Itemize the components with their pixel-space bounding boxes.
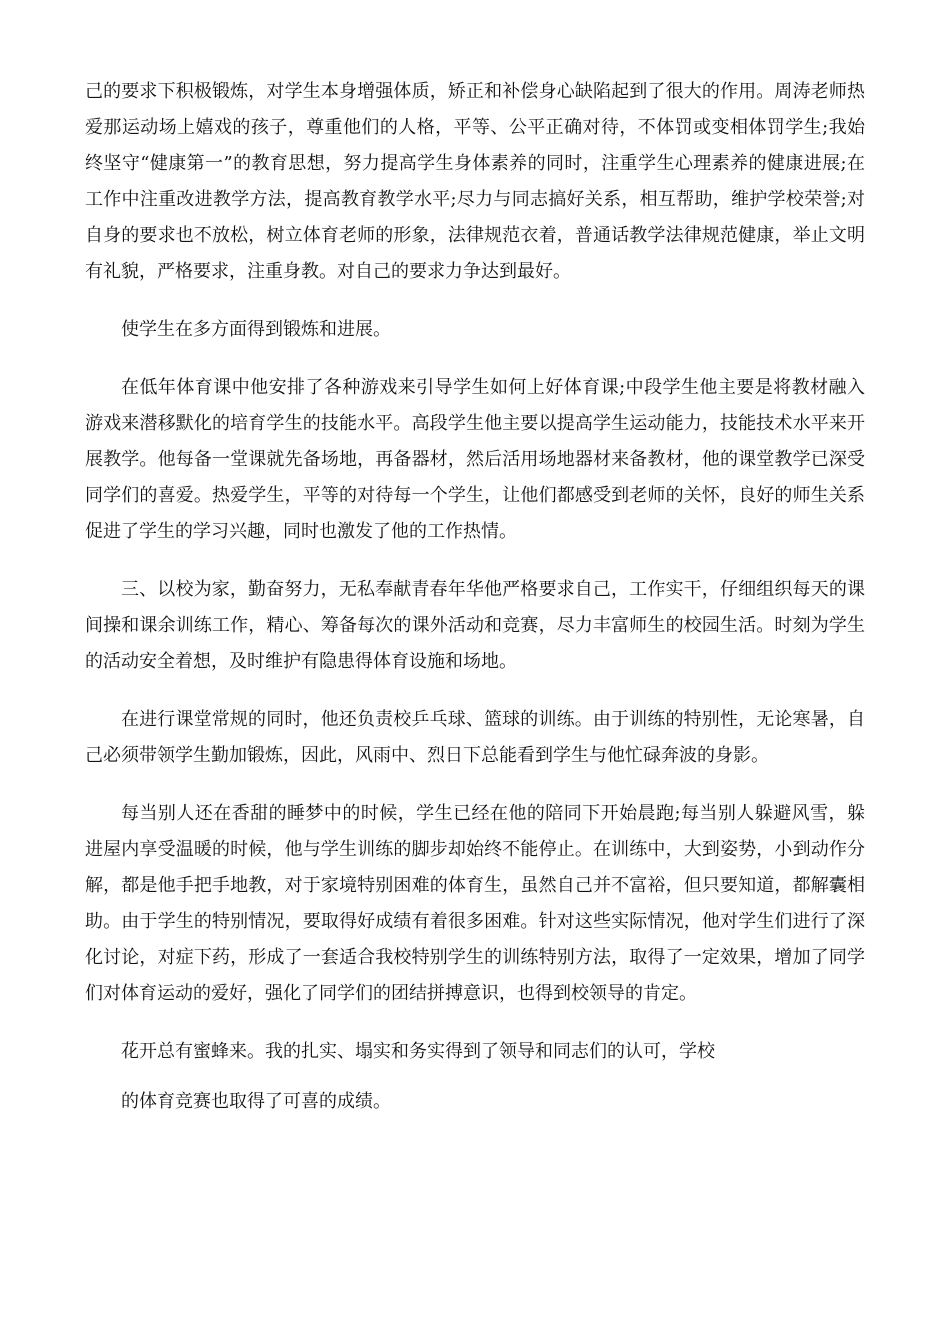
paragraph-1: 己的要求下积极锻炼，对学生本身增强体质，矫正和补偿身心缺陷起到了很大的作用。周涛老师热爱那运动场上嬉戏的孩子，尊重他们的人格，平等、公平正确对待，不体罚或变相体罚学生;我始终坚守“健康第一”的教育思想，努力提高学生身体素养的同时，注重学生心理素养的健康进展;在工作中注重改进教学方法，提高教育教学水平;尽力与同志搞好关系，相互帮助，维护学校荣誉;对自身的要求也不放松，树立体育老师的形象，法律规范衣着，普通话教学法律规范健康，举止文明有礼貌，严格要求，注重身教。对自己的要求力争达到最好。 (85, 81, 865, 282)
document-page (85, 74, 865, 1142)
paragraph-3: 在低年体育课中他安排了各种游戏来引导学生如何上好体育课;中段学生他主要是将教材融入游戏来潜移默化的培育学生的技能水平。高段学生他主要以提高学生运动能力，技能技术水平来开展教学。他每备一堂课就先备场地，再备器材，然后活用场地器材来备教材，他的课堂教学已深受同学们的喜爱。热爱学生，平等的对待每一个学生，让他们都感受到老师的关怀，良好的师生关系促进了学生的学习兴趣，同时也激发了他的工作热情。 (85, 377, 865, 542)
paragraph-4: 三、以校为家，勤奋努力，无私奉献青春年华他严格要求自己，工作实干，仔细组织每天的课间操和课余训练工作，精心、筹备每次的课外活动和竞赛，尽力丰富师生的校园生活。时刻为学生的活动安全着想，及时维护有隐患得体育设施和场地。 (85, 579, 865, 672)
paragraph-5: 在进行课堂常规的同时，他还负责校乒乓球、篮球的训练。由于训练的特别性，无论寒暑，自己必须带领学生勤加锻炼，因此，风雨中、烈日下总能看到学生与他忙碌奔波的身影。 (85, 709, 865, 766)
paragraph-7: 花开总有蜜蜂来。我的扎实、塌实和务实得到了领导和同志们的认可，学校 (121, 1041, 715, 1062)
paragraph-6: 每当别人还在香甜的睡梦中的时候，学生已经在他的陪同下开始晨跑;每当别人躲避风雪，躲进屋内享受温暖的时候，他与学生训练的脚步却始终不能停止。在训练中，大到姿势，小到动作分解，都是他手把手地教，对于家境特别困难的体育生，虽然自己并不富裕，但只要知道，都解囊相助。由于学生的特别情况，要取得好成绩有着很多困难。针对这些实际情况，他对学生们进行了深化讨论，对症下药，形成了一套适合我校特别学生的训练特别方法，取得了一定效果，增加了同学们对体育运动的爱好，强化了同学们的团结拼搏意识，也得到校领导的肯定。 (85, 803, 865, 1004)
paragraph-2: 使学生在多方面得到锻炼和进展。 (121, 319, 391, 340)
paragraph-8: 的体育竞赛也取得了可喜的成绩。 (121, 1091, 391, 1112)
